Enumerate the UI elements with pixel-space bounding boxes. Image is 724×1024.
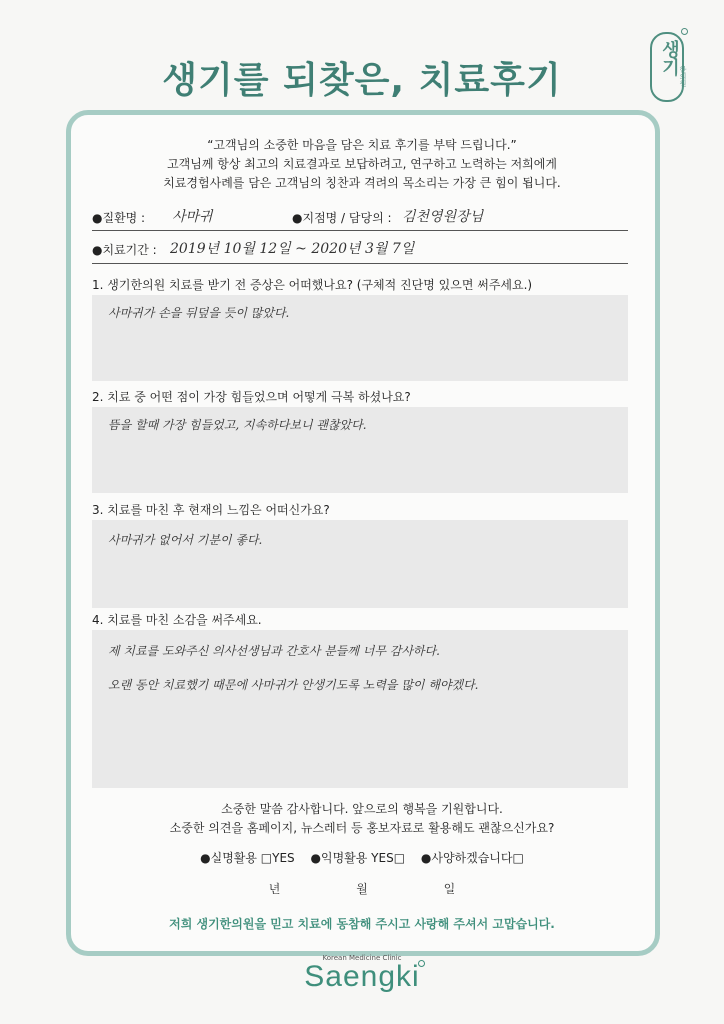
branch-value[interactable]: 김천영원장님 (402, 209, 484, 225)
logo-dot-icon (681, 28, 688, 35)
date-year: 년 (268, 882, 281, 896)
branch-label: ●지점명 / 담당의 : (292, 211, 392, 225)
consent-options (70, 849, 654, 866)
clinic-logo (642, 26, 688, 104)
logo-subtext: 한의원 (679, 66, 687, 87)
period-value[interactable]: 2019년 10월 12일 ~ 2020년 3월 7일 (170, 241, 415, 257)
answer-4-line: 오랜 동안 치료했기 때문에 사마귀가 안생기도록 노력을 많이 해야겠다. (108, 678, 479, 692)
intro-text (70, 136, 654, 193)
disease-branch-row (92, 206, 628, 228)
date-month: 월 (356, 882, 368, 896)
disease-value[interactable]: 사마귀 (172, 209, 213, 225)
question-1: 1. 생기한의원 치료를 받기 전 증상은 어떠했나요? (구체적 진단명 있으면 써주세요.) (92, 278, 533, 292)
question-2: 2. 치료 중 어떤 점이 가장 힘들었으며 어떻게 극복 하셨나요? (92, 390, 411, 404)
closing-message: 저희 생기한의원을 믿고 치료에 동참해 주시고 사랑해 주셔서 고맙습니다. (169, 917, 555, 931)
date-day: 일 (443, 882, 456, 896)
disease-label: ●질환명 : (92, 211, 146, 225)
thanks-line: 소중한 말씀 감사합니다. 앞으로의 행복을 기원합니다. (221, 802, 503, 816)
thanks-text (70, 800, 654, 838)
footer-subtitle: Korean Medicine Clinic (322, 954, 402, 962)
divider (92, 230, 628, 231)
thanks-line: 소중한 의견을 홈페이지, 뉴스레터 등 홍보자료로 활용해도 괜찮으신가요? (169, 821, 555, 835)
question-3: 3. 치료를 마친 후 현재의 느낌은 어떠신가요? (92, 503, 330, 517)
answer-2-line: 뜸을 할때 가장 힘들었고, 지속하다보니 괜찮았다. (108, 418, 367, 432)
period-row (92, 238, 628, 260)
logo-mark: 생기 (659, 40, 680, 76)
consent-real-name-checkbox[interactable]: ●실명활용 □YES (200, 851, 295, 865)
intro-line: 고객님께 항상 최고의 치료결과로 보답하려고, 연구하고 노력하는 저희에게 (167, 157, 557, 171)
consent-anonymous-checkbox[interactable]: ●익명활용 YES□ (310, 851, 406, 865)
intro-line: “고객님의 소중한 마음을 담은 치료 후기를 부탁 드립니다.” (207, 138, 517, 152)
period-label: ●치료기간 : (92, 243, 157, 257)
page-title: 생기를 되찾은, 치료후기 (162, 60, 562, 101)
answer-3-line: 사마귀가 없어서 기분이 좋다. (108, 533, 263, 547)
footer-brand: Saengki (304, 960, 420, 993)
answer-1-line: 사마귀가 손을 뒤덮을 듯이 많았다. (108, 306, 290, 320)
answer-4-line: 제 치료를 도와주신 의사선생님과 간호사 분들께 너무 감사하다. (108, 644, 440, 658)
brand-dot-icon (418, 960, 425, 967)
divider (92, 263, 628, 264)
question-4: 4. 치료를 마친 소감을 써주세요. (92, 613, 262, 627)
intro-line: 치료경험사례를 담은 고객님의 칭찬과 격려의 목소리는 가장 큰 힘이 됩니다. (163, 176, 561, 190)
date-field[interactable] (70, 880, 654, 897)
consent-decline-checkbox[interactable]: ●사양하겠습니다□ (420, 851, 524, 865)
